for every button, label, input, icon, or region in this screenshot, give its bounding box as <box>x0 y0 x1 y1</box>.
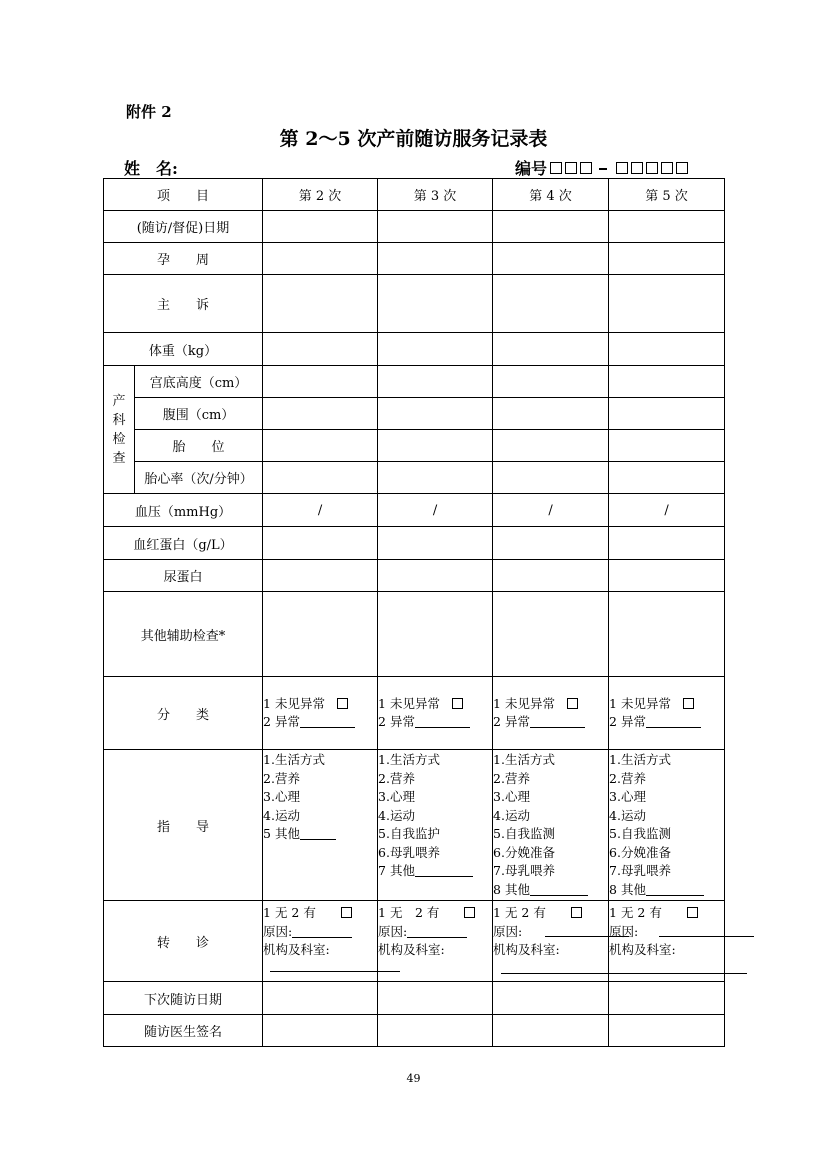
guidance-option[interactable]: 5.自我监护 <box>378 826 440 841</box>
guidance-cell <box>263 750 378 901</box>
checkbox[interactable] <box>567 698 578 709</box>
fill-line[interactable] <box>530 882 588 896</box>
checkbox[interactable] <box>337 698 348 709</box>
reason-underline[interactable] <box>545 936 629 937</box>
option-normal: 1 未见异常 <box>609 695 671 711</box>
table-row <box>104 333 725 366</box>
reason-label: 原因: <box>378 923 408 939</box>
table-row <box>104 211 725 243</box>
input-cell[interactable] <box>493 333 609 366</box>
referral-cell <box>263 901 378 982</box>
input-cell[interactable] <box>378 366 493 398</box>
table-row <box>104 560 725 592</box>
number-box[interactable] <box>565 162 577 174</box>
name-label: 姓 名: <box>124 159 178 178</box>
bp-input-cell[interactable] <box>378 494 493 527</box>
header-visit-5: 第 5 次 <box>609 179 725 211</box>
reason-label: 原因: <box>493 923 523 939</box>
fill-line[interactable] <box>415 714 470 728</box>
row-label-gestational-week: 孕 周 <box>104 243 263 275</box>
guidance-cell <box>609 750 725 901</box>
classification-cell <box>263 677 378 750</box>
number-box[interactable] <box>616 162 628 174</box>
guidance-option[interactable]: 4.运动 <box>263 807 300 823</box>
row-label-other-tests: 其他辅助检查* <box>104 592 263 677</box>
input-cell[interactable] <box>263 211 378 243</box>
classification-cell <box>609 677 725 750</box>
input-cell[interactable] <box>609 1015 725 1047</box>
guidance-option[interactable]: 5.自我监测 <box>493 826 555 841</box>
guidance-cell <box>378 750 493 901</box>
obstetric-exam-group-label: 产 科 检 查 <box>104 366 135 494</box>
input-cell[interactable] <box>378 592 493 677</box>
checkbox[interactable] <box>683 698 694 709</box>
row-label-guidance: 指 导 <box>104 750 263 901</box>
guidance-option[interactable]: 3.心理 <box>493 789 530 804</box>
input-cell[interactable] <box>263 592 378 677</box>
input-cell[interactable] <box>609 366 725 398</box>
option-abnormal: 2 异常 <box>378 714 415 729</box>
guidance-option[interactable]: 7.母乳喂养 <box>609 863 671 878</box>
fill-line[interactable] <box>300 826 336 840</box>
table-row <box>104 677 725 750</box>
guidance-option[interactable]: 7 其他 <box>378 863 415 878</box>
bp-separator: / <box>664 502 669 518</box>
input-cell[interactable] <box>609 398 725 430</box>
input-cell[interactable] <box>493 560 609 592</box>
table-row <box>104 275 725 333</box>
input-cell[interactable] <box>378 527 493 560</box>
fill-line[interactable] <box>415 863 473 877</box>
guidance-option[interactable]: 3.心理 <box>609 789 646 804</box>
referral-cell <box>609 901 725 982</box>
row-label-doctor-signature: 随访医生签名 <box>104 1015 263 1047</box>
referral-cell <box>493 901 609 982</box>
guidance-option[interactable]: 1.生活方式 <box>493 752 555 767</box>
guidance-option[interactable]: 6.分娩准备 <box>609 844 671 860</box>
institution-label: 机构及科室: <box>263 942 330 957</box>
input-cell[interactable] <box>493 430 609 462</box>
table-header-row <box>104 179 725 211</box>
input-cell[interactable] <box>378 430 493 462</box>
institution-underline[interactable] <box>270 971 400 972</box>
input-cell[interactable] <box>493 1015 609 1047</box>
table-row <box>104 1015 725 1047</box>
guidance-option[interactable]: 1.生活方式 <box>378 752 440 767</box>
header-visit-4: 第 4 次 <box>493 179 609 211</box>
input-cell[interactable] <box>493 462 609 494</box>
bp-input-cell[interactable] <box>609 494 725 527</box>
input-cell[interactable] <box>378 462 493 494</box>
input-cell[interactable] <box>263 462 378 494</box>
row-label-abdominal-circumference: 腹围（cm） <box>135 398 263 430</box>
number-box[interactable] <box>661 162 673 174</box>
input-cell[interactable] <box>378 1015 493 1047</box>
input-cell[interactable] <box>609 430 725 462</box>
header-visit-2: 第 2 次 <box>263 179 378 211</box>
referral-option: 1 无 2 有 <box>378 905 440 920</box>
referral-option: 1 无 2 有 <box>493 905 546 920</box>
input-cell[interactable] <box>493 366 609 398</box>
table-row <box>104 462 725 494</box>
input-cell[interactable] <box>609 211 725 243</box>
guidance-option[interactable]: 2.营养 <box>493 770 530 786</box>
input-cell[interactable] <box>609 982 725 1015</box>
bp-separator: / <box>548 502 553 518</box>
checkbox[interactable] <box>687 907 698 918</box>
row-label-weight: 体重（kg） <box>104 333 263 366</box>
guidance-cell <box>493 750 609 901</box>
input-cell[interactable] <box>493 275 609 333</box>
guidance-option[interactable]: 6.分娩准备 <box>493 844 555 860</box>
guidance-option[interactable]: 8 其他 <box>609 881 646 897</box>
table-row <box>104 243 725 275</box>
option-normal: 1 未见异常 <box>263 695 325 711</box>
row-label-complaint: 主 诉 <box>104 275 263 333</box>
input-cell[interactable] <box>493 982 609 1015</box>
checkbox[interactable] <box>571 907 582 918</box>
guidance-option[interactable]: 4.运动 <box>493 807 530 823</box>
option-abnormal: 2 异常 <box>263 714 300 729</box>
record-number <box>515 156 688 179</box>
input-cell[interactable] <box>493 398 609 430</box>
input-cell[interactable] <box>609 462 725 494</box>
row-label-fundal-height: 宫底高度（cm） <box>135 366 263 398</box>
reason-label: 原因: <box>263 923 293 939</box>
table-row <box>104 494 725 527</box>
bp-input-cell[interactable] <box>493 494 609 527</box>
visit-record-table <box>103 178 725 1047</box>
row-label-date: (随访/督促)日期 <box>104 211 263 243</box>
table-row <box>104 982 725 1015</box>
input-cell[interactable] <box>263 560 378 592</box>
table-row <box>104 750 725 901</box>
input-cell[interactable] <box>378 398 493 430</box>
bp-separator: / <box>317 502 323 518</box>
guidance-option[interactable]: 6.母乳喂养 <box>378 844 440 860</box>
guidance-option[interactable]: 4.运动 <box>378 807 415 823</box>
fill-line[interactable] <box>300 714 355 728</box>
checkbox[interactable] <box>341 907 352 918</box>
option-normal: 1 未见异常 <box>493 695 555 711</box>
input-cell[interactable] <box>609 592 725 677</box>
reason-underline[interactable] <box>659 936 754 937</box>
input-cell[interactable] <box>263 430 378 462</box>
institution-label: 机构及科室: <box>609 942 676 957</box>
row-label-urine-protein: 尿蛋白 <box>104 560 263 592</box>
guidance-option[interactable]: 7.母乳喂养 <box>493 863 555 878</box>
guidance-option[interactable]: 3.心理 <box>378 789 415 804</box>
table-row <box>104 527 725 560</box>
option-normal: 1 未见异常 <box>378 695 440 711</box>
reason-label: 原因: <box>609 923 639 939</box>
referral-cell <box>378 901 493 982</box>
guidance-option[interactable]: 5.自我监测 <box>609 826 671 841</box>
guidance-option[interactable]: 8 其他 <box>493 881 530 897</box>
row-label-referral: 转 诊 <box>104 901 263 982</box>
input-cell[interactable] <box>263 333 378 366</box>
input-cell[interactable] <box>263 366 378 398</box>
input-cell[interactable] <box>609 527 725 560</box>
input-cell[interactable] <box>493 592 609 677</box>
input-cell[interactable] <box>263 275 378 333</box>
header-item: 项 目 <box>104 179 263 211</box>
row-label-classification: 分 类 <box>104 677 263 750</box>
page-number: 49 <box>406 1072 421 1085</box>
guidance-option[interactable]: 4.运动 <box>609 807 646 823</box>
bp-input-cell[interactable] <box>263 494 378 527</box>
record-number-label: 编号 <box>515 159 548 178</box>
number-box[interactable] <box>631 162 643 174</box>
input-cell[interactable] <box>263 527 378 560</box>
fill-line[interactable] <box>646 882 704 896</box>
row-label-fetal-position: 胎 位 <box>135 430 263 462</box>
fill-line[interactable] <box>407 924 467 938</box>
input-cell[interactable] <box>378 211 493 243</box>
referral-option: 1 无 2 有 <box>263 905 316 920</box>
guidance-option[interactable]: 5 其他 <box>263 826 300 841</box>
bp-separator: / <box>432 502 438 518</box>
guidance-option[interactable]: 2.营养 <box>609 770 646 786</box>
input-cell[interactable] <box>493 527 609 560</box>
fill-line[interactable] <box>646 714 701 728</box>
input-cell[interactable] <box>263 243 378 275</box>
input-cell[interactable] <box>609 243 725 275</box>
table-row <box>104 398 725 430</box>
guidance-option[interactable]: 1.生活方式 <box>263 752 325 767</box>
input-cell[interactable] <box>378 560 493 592</box>
table-row <box>104 366 725 398</box>
table-row <box>104 901 725 982</box>
option-abnormal: 2 异常 <box>493 714 530 729</box>
option-abnormal: 2 异常 <box>609 714 646 729</box>
row-label-hemoglobin: 血红蛋白（g/L） <box>104 527 263 560</box>
institution-label: 机构及科室: <box>493 942 560 957</box>
classification-cell <box>493 677 609 750</box>
input-cell[interactable] <box>263 1015 378 1047</box>
input-cell[interactable] <box>378 275 493 333</box>
input-cell[interactable] <box>263 982 378 1015</box>
input-cell[interactable] <box>378 982 493 1015</box>
referral-option: 1 无 2 有 <box>609 905 662 920</box>
classification-cell <box>378 677 493 750</box>
input-cell[interactable] <box>263 398 378 430</box>
fill-line[interactable] <box>292 924 352 938</box>
guidance-option[interactable]: 1.生活方式 <box>609 752 671 767</box>
input-cell[interactable] <box>609 333 725 366</box>
checkbox[interactable] <box>452 698 463 709</box>
attachment-label: 附件 2 <box>126 103 172 121</box>
number-box[interactable] <box>550 162 562 174</box>
guidance-option[interactable]: 2.营养 <box>378 770 415 786</box>
number-box[interactable] <box>676 162 688 174</box>
row-label-blood-pressure: 血压（mmHg） <box>104 494 263 527</box>
number-box[interactable] <box>646 162 658 174</box>
header-visit-3: 第 3 次 <box>378 179 493 211</box>
input-cell[interactable] <box>609 275 725 333</box>
number-box[interactable] <box>580 162 592 174</box>
institution-underline[interactable] <box>501 973 747 974</box>
input-cell[interactable] <box>609 560 725 592</box>
input-cell[interactable] <box>378 243 493 275</box>
table-row <box>104 592 725 677</box>
input-cell[interactable] <box>493 211 609 243</box>
number-dash <box>599 168 607 170</box>
guidance-option[interactable]: 3.心理 <box>263 789 300 804</box>
fill-line[interactable] <box>530 714 585 728</box>
input-cell[interactable] <box>378 333 493 366</box>
row-label-next-visit: 下次随访日期 <box>104 982 263 1015</box>
table-row <box>104 430 725 462</box>
guidance-option[interactable]: 2.营养 <box>263 770 300 786</box>
form-title: 第 2～5 次产前随访服务记录表 <box>279 128 548 150</box>
input-cell[interactable] <box>493 243 609 275</box>
institution-label: 机构及科室: <box>378 942 445 957</box>
row-label-fetal-heart-rate: 胎心率（次/分钟） <box>135 462 263 494</box>
checkbox[interactable] <box>464 907 475 918</box>
